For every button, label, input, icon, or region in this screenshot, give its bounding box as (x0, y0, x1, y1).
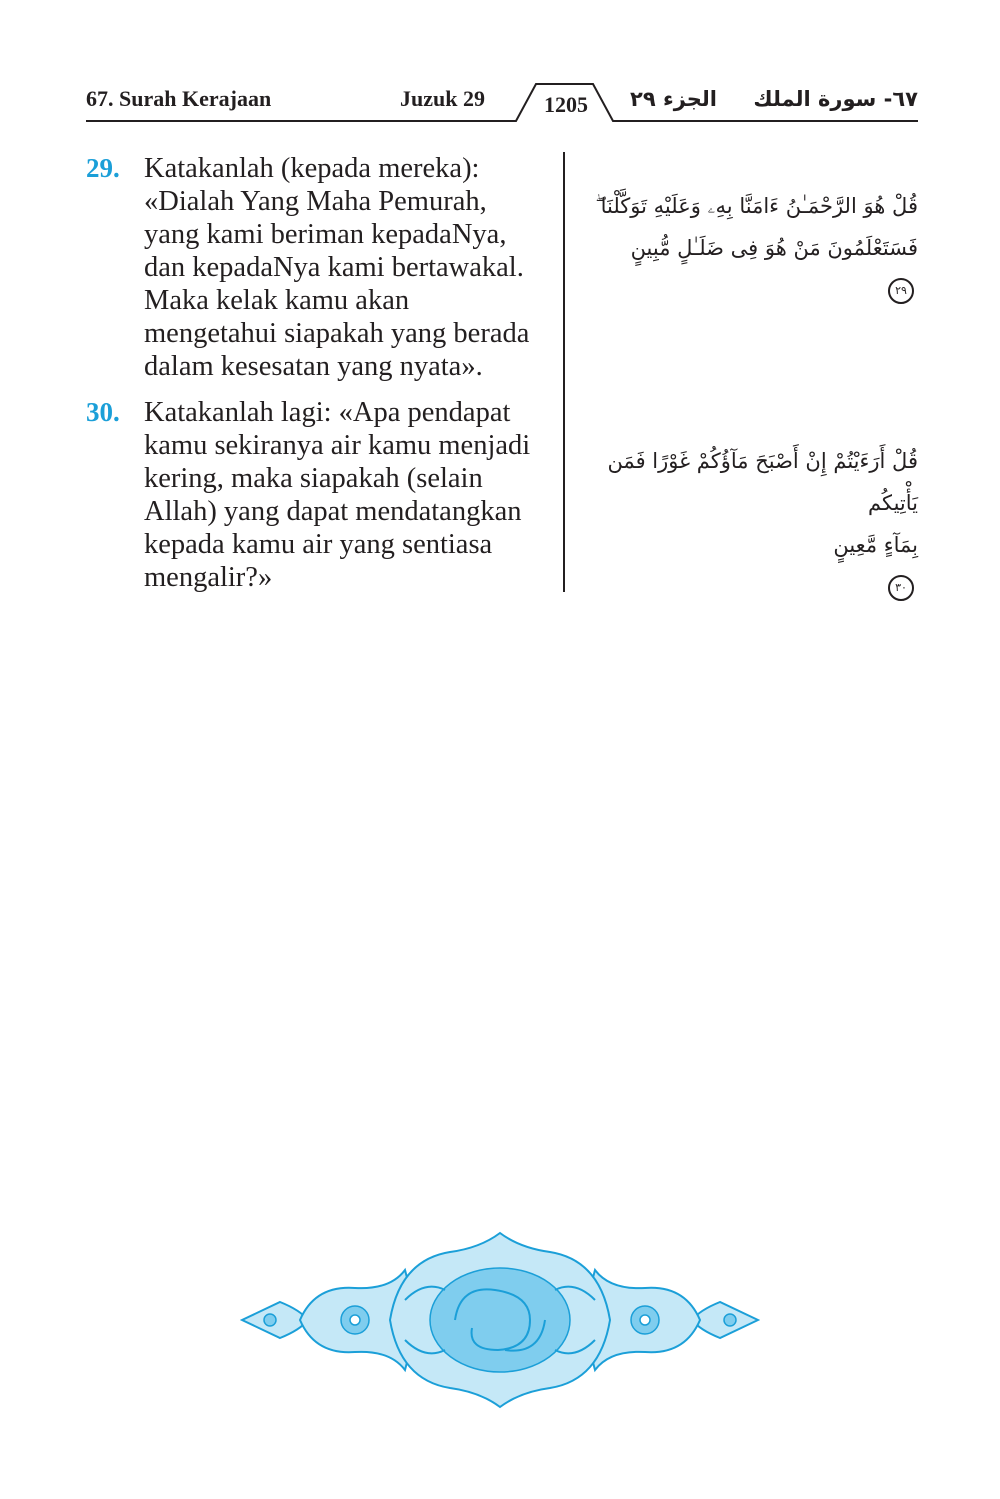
verse-number: 29. (86, 153, 120, 183)
ornament-right-flower-center (640, 1315, 650, 1325)
column-divider (563, 152, 565, 592)
ornament-left-bud (264, 1314, 276, 1326)
arabic-verse-text: قُلْ هُوَ الرَّحْمَـٰنُ ءَامَنَّا بِهِۦ وَعَلَيْهِ تَوَكَّلْنَا ۖ فَسَتَعْلَمُونَ مَنْ هُوَ فِى ضَلَـٰلٍ مُّبِينٍ (595, 194, 918, 260)
verse-number: 30. (86, 397, 120, 427)
ornament-left-flower-center (350, 1315, 360, 1325)
ornament-right-bud (724, 1314, 736, 1326)
juz-label-arabic: الجزء ٢٩ (630, 87, 717, 111)
verse-30-arabic (585, 398, 918, 608)
verse-translation-text: Katakanlah (kepada mereka): «Dialah Yang Maha Pemurah, yang kami beriman kepadaNya, dan kepadaNya kami bertawakal. Maka kelak kamu akan mengetahui siapakah yang berada dalam kesesatan yang nyata». (144, 153, 530, 382)
verse-29-arabic (585, 143, 918, 311)
arabic-verse-text: قُلْ أَرَءَيْتُمْ إِنْ أَصْبَحَ مَآؤُكُمْ غَوْرًا فَمَن يَأْتِيكُم بِمَآءٍ مَّعِينٍ (607, 449, 918, 557)
ayah-end-marker: ٢٩ (888, 278, 914, 304)
juz-label-latin: Juzuk 29 (400, 86, 485, 111)
floral-arabesque-ornament (240, 1230, 760, 1410)
verse-30-translation (86, 396, 556, 596)
ayah-end-marker: ٣٠ (888, 575, 914, 601)
surah-title-arabic: ٦٧- سورة الملك (753, 87, 918, 111)
ornament-center-oval (430, 1268, 570, 1372)
surah-title-latin: 67. Surah Kerajaan (86, 86, 272, 111)
page-header (0, 0, 1000, 130)
verse-translation-text: Katakanlah lagi: «Apa pendapat kamu sekiranya air kamu menjadi kering, maka siapakah (selain Allah) yang dapat mendatangkan kepada kamu air yang sentiasa mengalir?» (144, 397, 531, 593)
page-number: 1205 (544, 92, 588, 117)
verse-29-translation (86, 152, 556, 387)
